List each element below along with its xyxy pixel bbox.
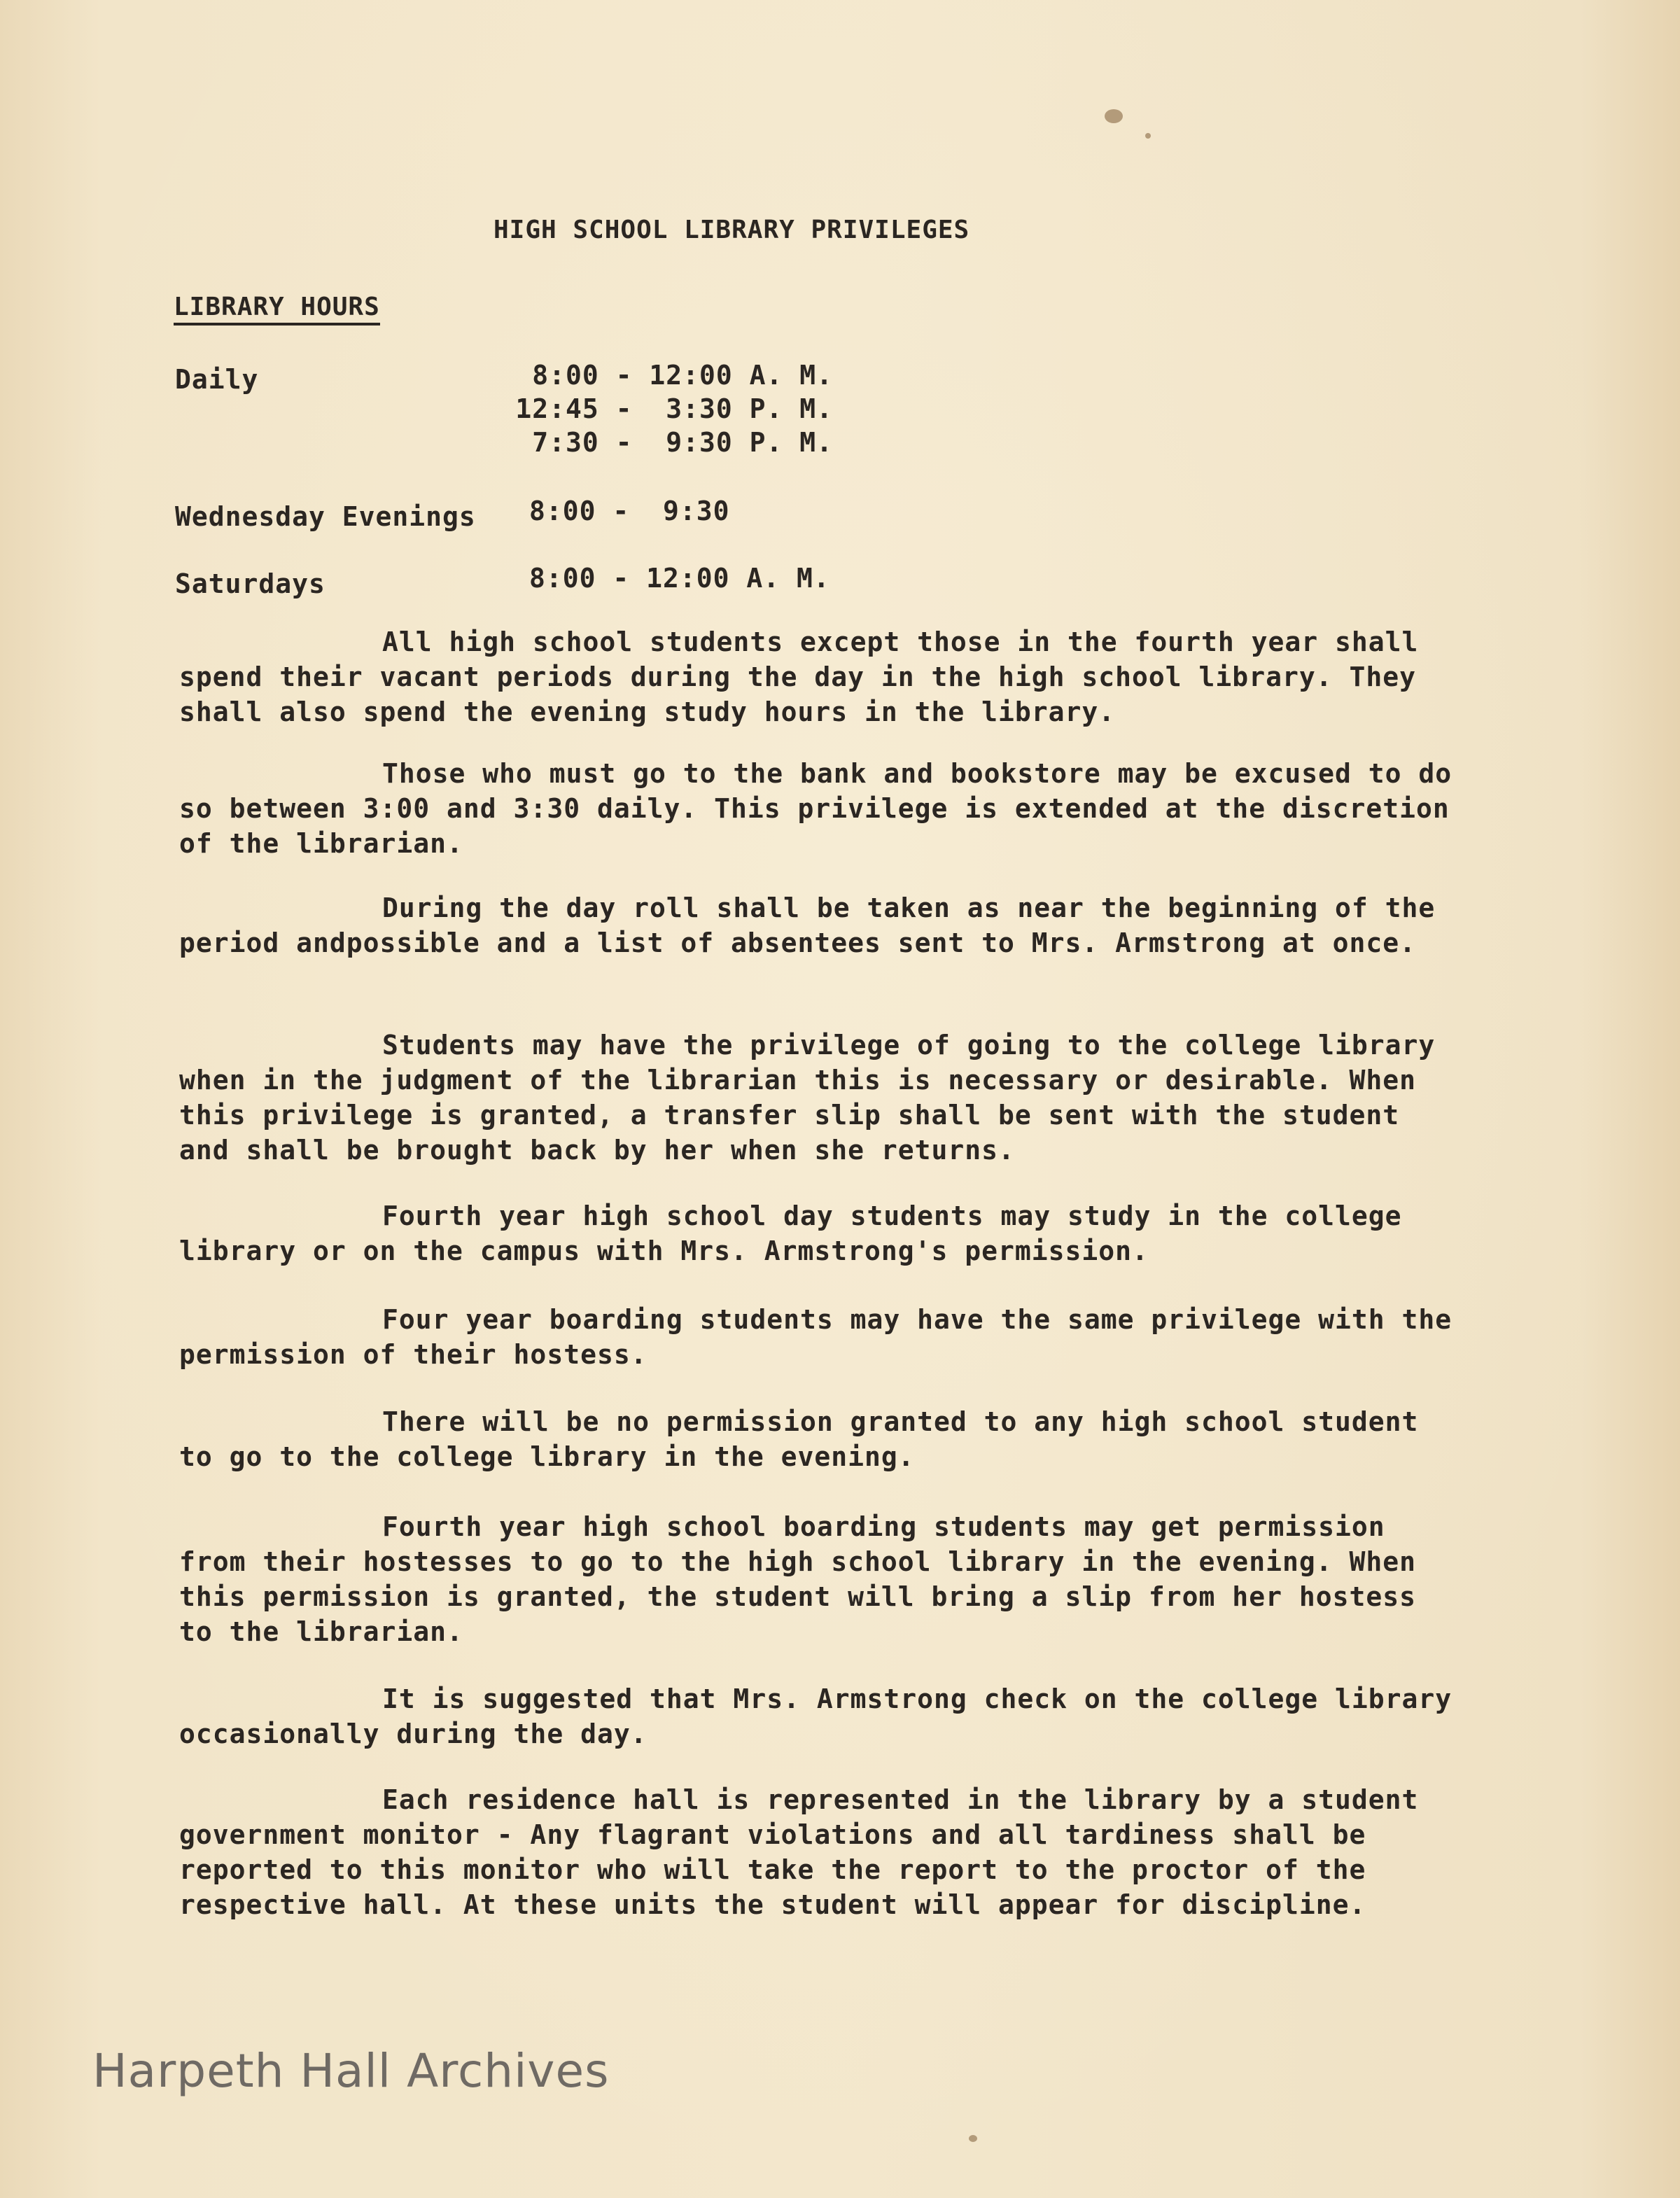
paper-stain (1145, 133, 1151, 139)
paragraph: Four year boarding students may have the same privilege with the permission of their hostess. (179, 1304, 1452, 1370)
hours-time: 8:00 - 9:30 (529, 496, 730, 526)
paper-stain (969, 2135, 977, 2142)
hours-time: 12:45 - 3:30 P. M. (515, 393, 833, 424)
paragraph: There will be no permission granted to any high school student to go to the college library in the evening. (179, 1406, 1419, 1472)
paragraph: Those who must go to the bank and bookstore may be excused to do so between 3:00 and 3:30 daily. This privilege is extended at the discretion of the librarian. (179, 758, 1452, 859)
paper-stain (1105, 109, 1123, 123)
hours-time: 8:00 - 12:00 A. M. (529, 563, 830, 594)
archive-watermark: Harpeth Hall Archives (92, 2044, 610, 2098)
hours-time: 7:30 - 9:30 P. M. (532, 427, 833, 458)
paragraph: Students may have the privilege of going to the college library when in the judgment of the librarian this is necessary or desirable. When this privilege is granted, a transfer slip shall be sent with the student and shall be brought back by her when she returns. (179, 1030, 1436, 1166)
document-title: HIGH SCHOOL LIBRARY PRIVILEGES (493, 216, 970, 244)
paragraph: Each residence hall is represented in the library by a student government monitor - Any flagrant violations and all tardiness shall be reported to this monitor who will take the report to the proctor of the respective hall. At these units the student will appear for discipline. (179, 1784, 1419, 1920)
hours-label-wednesday-evenings: Wednesday Evenings (175, 501, 476, 532)
hours-label-saturdays: Saturdays (175, 568, 326, 599)
paragraph: It is suggested that Mrs. Armstrong check on the college library occasionally during the day. (179, 1684, 1452, 1749)
hours-time: 8:00 - 12:00 A. M. (532, 360, 833, 391)
paragraph: During the day roll shall be taken as near the beginning of the period andpossible and a list of absentees sent to Mrs. Armstrong at once. (179, 892, 1436, 958)
section-heading-library-hours: LIBRARY HOURS (174, 293, 380, 326)
paragraph: All high school students except those in the fourth year shall spend their vacant periods during the day in the high school library. They shall also spend the evening study hours in the library. (179, 626, 1419, 727)
paragraph: Fourth year high school day students may study in the college library or on the campus with Mrs. Armstrong's permission. (179, 1200, 1402, 1266)
hours-label-daily: Daily (175, 364, 259, 395)
paragraph: Fourth year high school boarding students may get permission from their hostesses to go to the high school library in the evening. When this permission is granted, the student will bring a slip from her hostess to the librarian. (179, 1511, 1416, 1647)
